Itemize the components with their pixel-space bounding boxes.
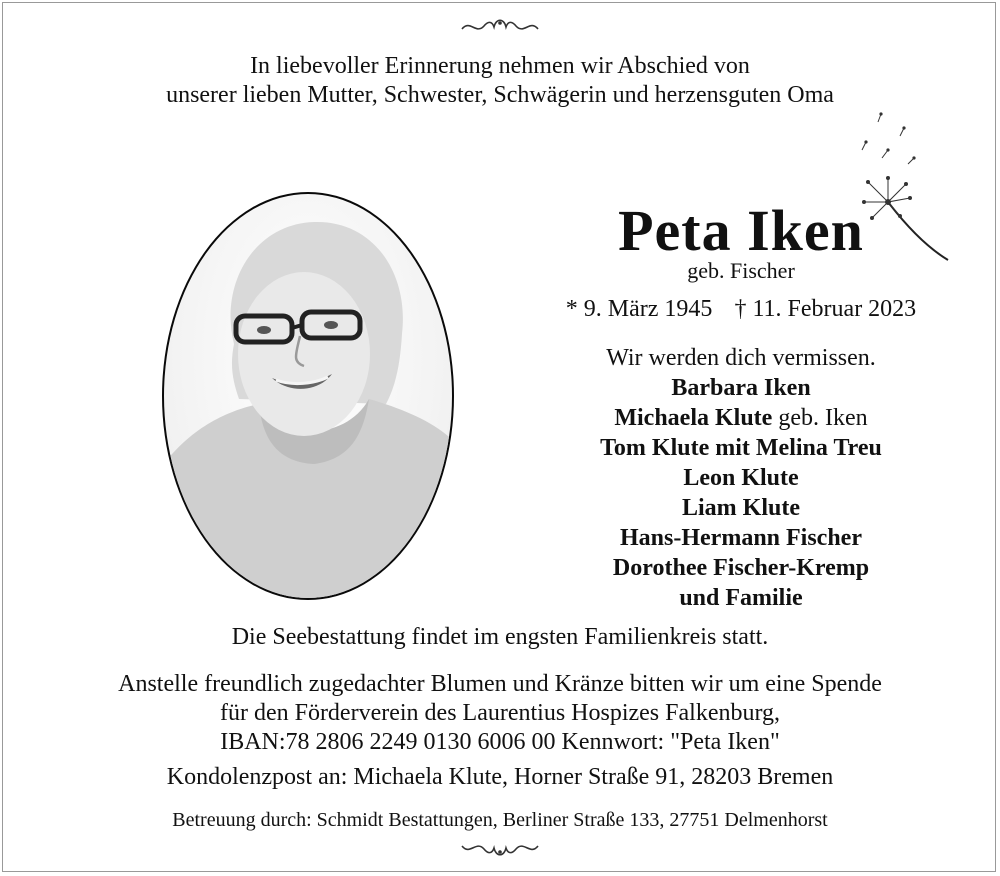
family-member-suffix: geb. Iken [772,405,868,431]
family-member: Michaela Klute [614,405,773,431]
family-list [560,343,922,613]
donation-line-1: Anstelle freundlich zugedachter Blumen und Kränze bitten wir um eine Spende [118,671,882,697]
deceased-name: Peta Iken [618,198,864,263]
portrait-photo [162,192,454,600]
undertaker-info: Betreuung durch: Schmidt Bestattungen, Berliner Straße 133, 27751 Delmenhorst [172,809,828,831]
life-dates [560,295,922,323]
family-motto: Wir werden dich vermissen. [606,345,876,371]
intro-line-1: In liebevoller Erinnerung nehmen wir Abschied von [250,53,750,79]
family-member: Dorothee Fischer-Kremp [612,555,870,581]
family-member: und Familie [679,585,803,611]
death-date: † 11. Februar 2023 [734,296,917,322]
donation-line-2: für den Förderverein des Laurentius Hospizes Falkenburg, [219,700,781,726]
flourish-ornament-icon [458,838,542,860]
birth-date: * 9. März 1945 [565,296,713,322]
funeral-notice: Die Seebestattung findet im engsten Familienkreis statt. [231,624,769,650]
family-member: Tom Klute mit Melina Treu [600,435,882,461]
family-member-row [560,403,922,433]
birth-name: geb. Fischer [687,258,795,283]
condolence-address: Kondolenzpost an: Michaela Klute, Horner Straße 91, 28203 Bremen [166,764,834,790]
flourish-ornament-icon [458,14,542,36]
family-member: Barbara Iken [671,375,811,401]
donation-line-3: IBAN:78 2806 2249 0130 6006 00 Kennwort: "Peta Iken" [220,729,780,755]
donation-notice [0,670,1000,757]
family-member: Liam Klute [682,495,800,521]
family-member: Hans-Hermann Fischer [620,525,862,551]
family-member: Leon Klute [683,465,799,491]
intro-line-2: unserer lieben Mutter, Schwester, Schwägerin und herzensguten Oma [166,82,834,108]
